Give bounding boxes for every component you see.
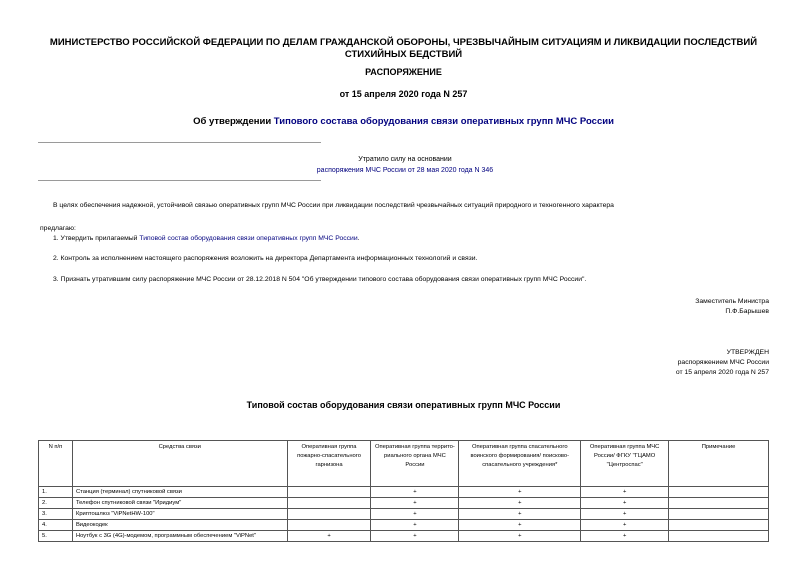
document-title (0, 116, 807, 127)
table-cell: + (459, 509, 581, 520)
item-2: 2. Контроль за исполнением настоящего распоряжения возложить на директора Департамента информационных технологий и связи. (53, 255, 478, 262)
header-cell: Средства связи (72, 441, 287, 487)
table-row (39, 498, 769, 509)
table-cell: + (581, 531, 669, 542)
table-cell: + (371, 531, 459, 542)
status-text: Утратило силу на основании (358, 156, 452, 163)
intro-paragraph: В целях обеспечения надежной, устойчивой связью оперативных групп МЧС России при ликвидации последствий чрезвычайных ситуаций природного и техногенного характера (53, 202, 614, 209)
signature-position: Заместитель Министра (695, 298, 769, 305)
document-date: от 15 апреля 2020 года N 257 (339, 89, 468, 99)
table-cell: Видеокодек (72, 520, 287, 531)
header-cell: N п/п (39, 441, 73, 487)
item-1 (53, 235, 360, 242)
table-header-row (39, 441, 769, 487)
table-cell (669, 498, 769, 509)
table-cell: Станция (терминал) спутниковой связи (72, 487, 287, 498)
table-cell (669, 487, 769, 498)
header-cell: Примечание (669, 441, 769, 487)
equipment-table (38, 440, 769, 542)
table-cell: + (287, 531, 371, 542)
ministry-heading: МИНИСТЕРСТВО РОССИЙСКОЙ ФЕДЕРАЦИИ ПО ДЕЛАМ ГРАЖДАНСКОЙ ОБОРОНЫ, ЧРЕЗВЫЧАЙНЫМ СИТУАЦИЯМ И ЛИКВИДАЦИИ ПОСЛЕДСТВИЙ СТИХИЙНЫХ БЕДСТВИЙ (49, 37, 758, 60)
status-note (250, 154, 560, 176)
table-cell: 1. (39, 487, 73, 498)
table-cell: + (581, 487, 669, 498)
table-cell (287, 509, 371, 520)
item-1-link[interactable]: Типовой состав оборудования связи оперативных групп МЧС России (139, 235, 358, 242)
table-cell: + (371, 509, 459, 520)
table-cell (287, 520, 371, 531)
table-cell: + (459, 520, 581, 531)
table-cell: + (459, 498, 581, 509)
table-cell (669, 531, 769, 542)
table-cell: Ноутбук с 3G (4G)-модемом, программным обеспечением "ViPNet" (72, 531, 287, 542)
header-cell: Оперативная группа спасательного воинского формирования/ поисково-спасательного учреждения* (459, 441, 581, 487)
signature-block (695, 297, 769, 317)
table-cell: 2. (39, 498, 73, 509)
table-cell: + (581, 509, 669, 520)
table-cell: + (459, 487, 581, 498)
approval-line-2: распоряжением МЧС России (677, 359, 769, 366)
table-cell (287, 498, 371, 509)
status-link[interactable]: распоряжения МЧС России от 28 мая 2020 года N 346 (316, 167, 494, 174)
item-3: 3. Признать утратившим силу распоряжение МЧС России от 28.12.2018 N 504 "Об утверждении типового состава оборудования связи оперативных групп МЧС России". (53, 276, 587, 283)
title-link[interactable]: Типового состава оборудования связи оперативных групп МЧС России (273, 116, 614, 127)
table-cell: 5. (39, 531, 73, 542)
approval-block (676, 348, 769, 378)
table-cell: + (371, 487, 459, 498)
approval-line-1: УТВЕРЖДЕН (726, 349, 769, 356)
header-cell: Оперативная группа террито-риального органа МЧС России (371, 441, 459, 487)
document-type: РАСПОРЯЖЕНИЕ (365, 67, 442, 77)
table-cell: + (371, 498, 459, 509)
signature-name: П.Ф.Барышев (725, 308, 769, 315)
table-row (39, 509, 769, 520)
table-cell: + (459, 531, 581, 542)
table-cell: Телефон спутниковой связи "Иридиум" (72, 498, 287, 509)
table-cell (287, 487, 371, 498)
approval-line-3: от 15 апреля 2020 года N 257 (675, 369, 769, 376)
table-cell: 3. (39, 509, 73, 520)
table-cell: + (371, 520, 459, 531)
table-cell (669, 509, 769, 520)
divider-top (38, 142, 321, 143)
item-1-prefix: 1. Утвердить прилагаемый (53, 235, 140, 242)
table-row (39, 487, 769, 498)
table-row (39, 531, 769, 542)
table-row (39, 520, 769, 531)
table-cell: 4. (39, 520, 73, 531)
header-cell: Оперативная группа пожарно-спасательного гарнизона (287, 441, 371, 487)
item-1-suffix: . (357, 235, 360, 242)
header-cell: Оперативная группа МЧС России/ ФГКУ "ГЦАМО "Центроспас" (581, 441, 669, 487)
table-cell (669, 520, 769, 531)
table-cell: + (581, 520, 669, 531)
table-cell: Криптошлюз "ViPNetHW-100" (72, 509, 287, 520)
predlagayu-text: предлагаю: (40, 225, 76, 232)
title-prefix: Об утверждении (193, 116, 274, 127)
table-cell: + (581, 498, 669, 509)
divider-bottom (38, 180, 321, 181)
table-title: Типовой состав оборудования связи оперативных групп МЧС России (246, 400, 561, 410)
